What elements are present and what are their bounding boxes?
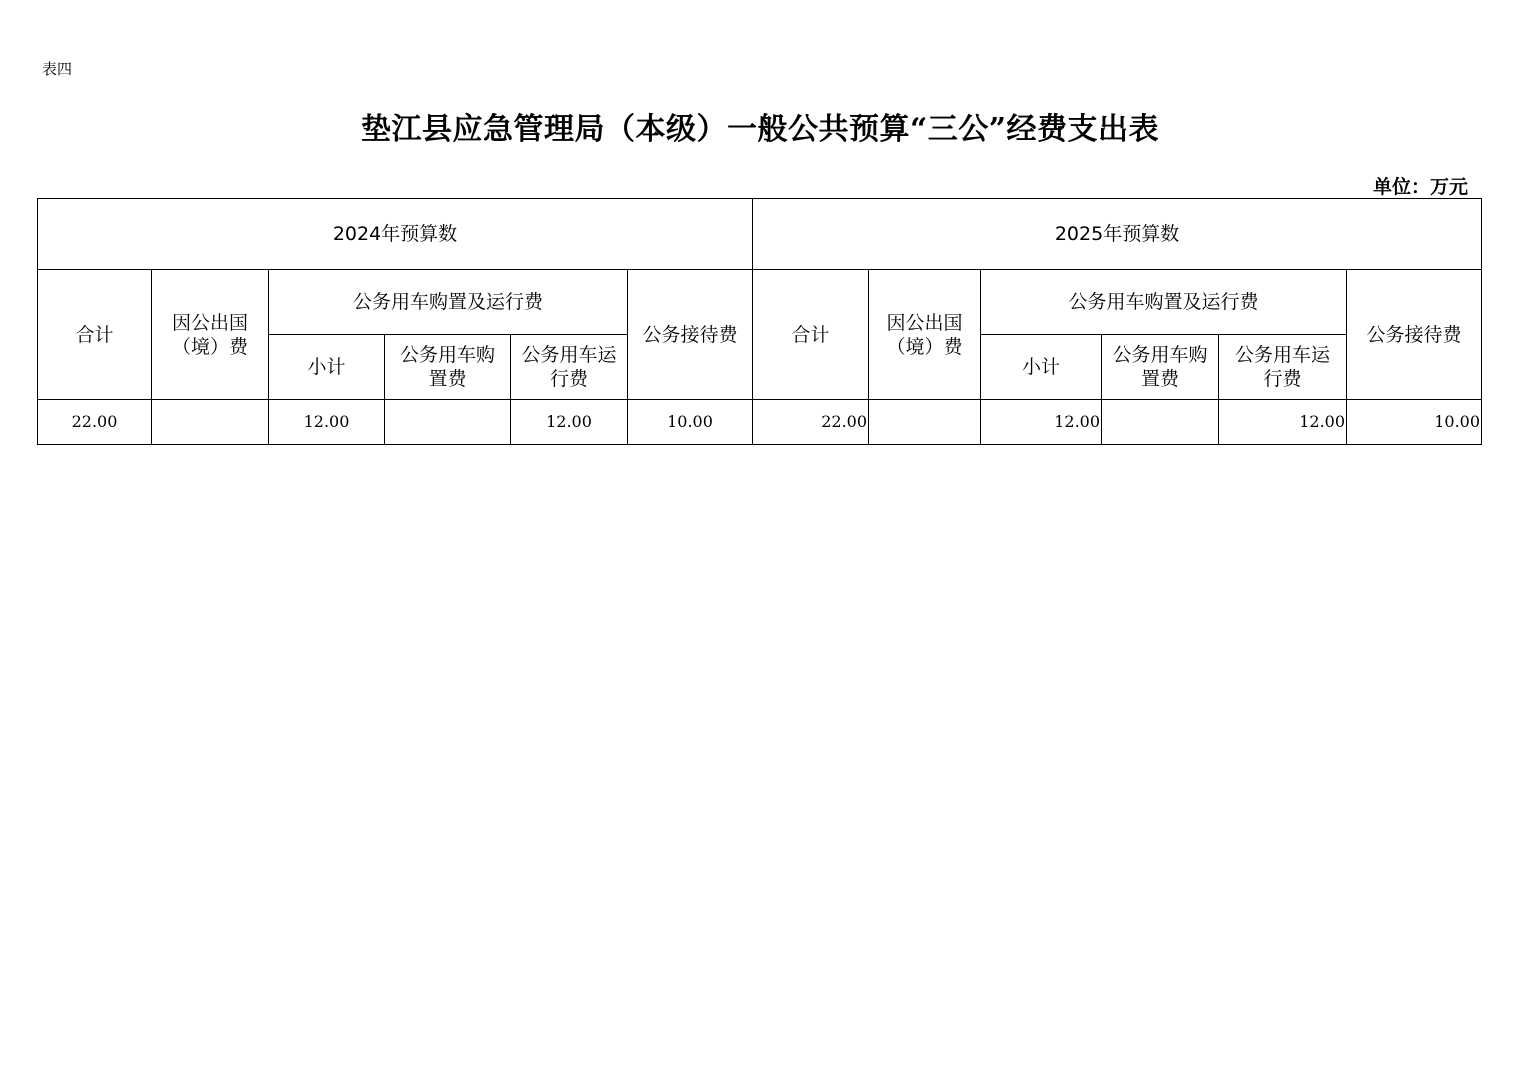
- cell-2024-total: 22.00: [38, 400, 152, 445]
- cell-2025-vehicle-operation: 12.00: [1219, 400, 1347, 445]
- header-2024-vehicle-purchase: 公务用车购置费: [385, 335, 511, 400]
- cell-2024-overseas: [152, 400, 269, 445]
- cell-2024-vehicle-operation: 12.00: [511, 400, 628, 445]
- header-2025-reception: 公务接待费: [1347, 270, 1482, 400]
- cell-2025-subtotal: 12.00: [981, 400, 1102, 445]
- document-title: 垫江县应急管理局（本级）一般公共预算“三公”经费支出表: [360, 112, 1159, 147]
- unit-label: 单位：万元: [1372, 176, 1468, 198]
- table-label: 表四: [42, 60, 73, 78]
- header-2025-vehicle-group: 公务用车购置及运行费: [981, 270, 1347, 335]
- cell-2024-vehicle-purchase: [385, 400, 511, 445]
- header-2025-budget: 2025年预算数: [753, 199, 1482, 270]
- header-2024-vehicle-operation: 公务用车运行费: [511, 335, 628, 400]
- header-2025-subtotal: 小计: [981, 335, 1102, 400]
- cell-2024-subtotal: 12.00: [269, 400, 385, 445]
- header-2025-overseas: 因公出国（境）费: [869, 270, 981, 400]
- cell-2024-reception: 10.00: [628, 400, 753, 445]
- cell-2025-reception: 10.00: [1347, 400, 1482, 445]
- header-2025-vehicle-operation: 公务用车运行费: [1219, 335, 1347, 400]
- header-row-years: [38, 199, 1482, 270]
- table-row: [38, 400, 1482, 445]
- header-2024-vehicle-group: 公务用车购置及运行费: [269, 270, 628, 335]
- cell-2025-vehicle-purchase: [1102, 400, 1219, 445]
- budget-table: [37, 198, 1482, 445]
- header-2024-subtotal: 小计: [269, 335, 385, 400]
- header-2024-total: 合计: [38, 270, 152, 400]
- header-2025-vehicle-purchase: 公务用车购置费: [1102, 335, 1219, 400]
- cell-2025-overseas: [869, 400, 981, 445]
- header-2024-reception: 公务接待费: [628, 270, 753, 400]
- header-2024-overseas: 因公出国（境）费: [152, 270, 269, 400]
- header-2025-total: 合计: [753, 270, 869, 400]
- header-2024-budget: 2024年预算数: [38, 199, 753, 270]
- cell-2025-total: 22.00: [753, 400, 869, 445]
- header-row-categories: [38, 270, 1482, 335]
